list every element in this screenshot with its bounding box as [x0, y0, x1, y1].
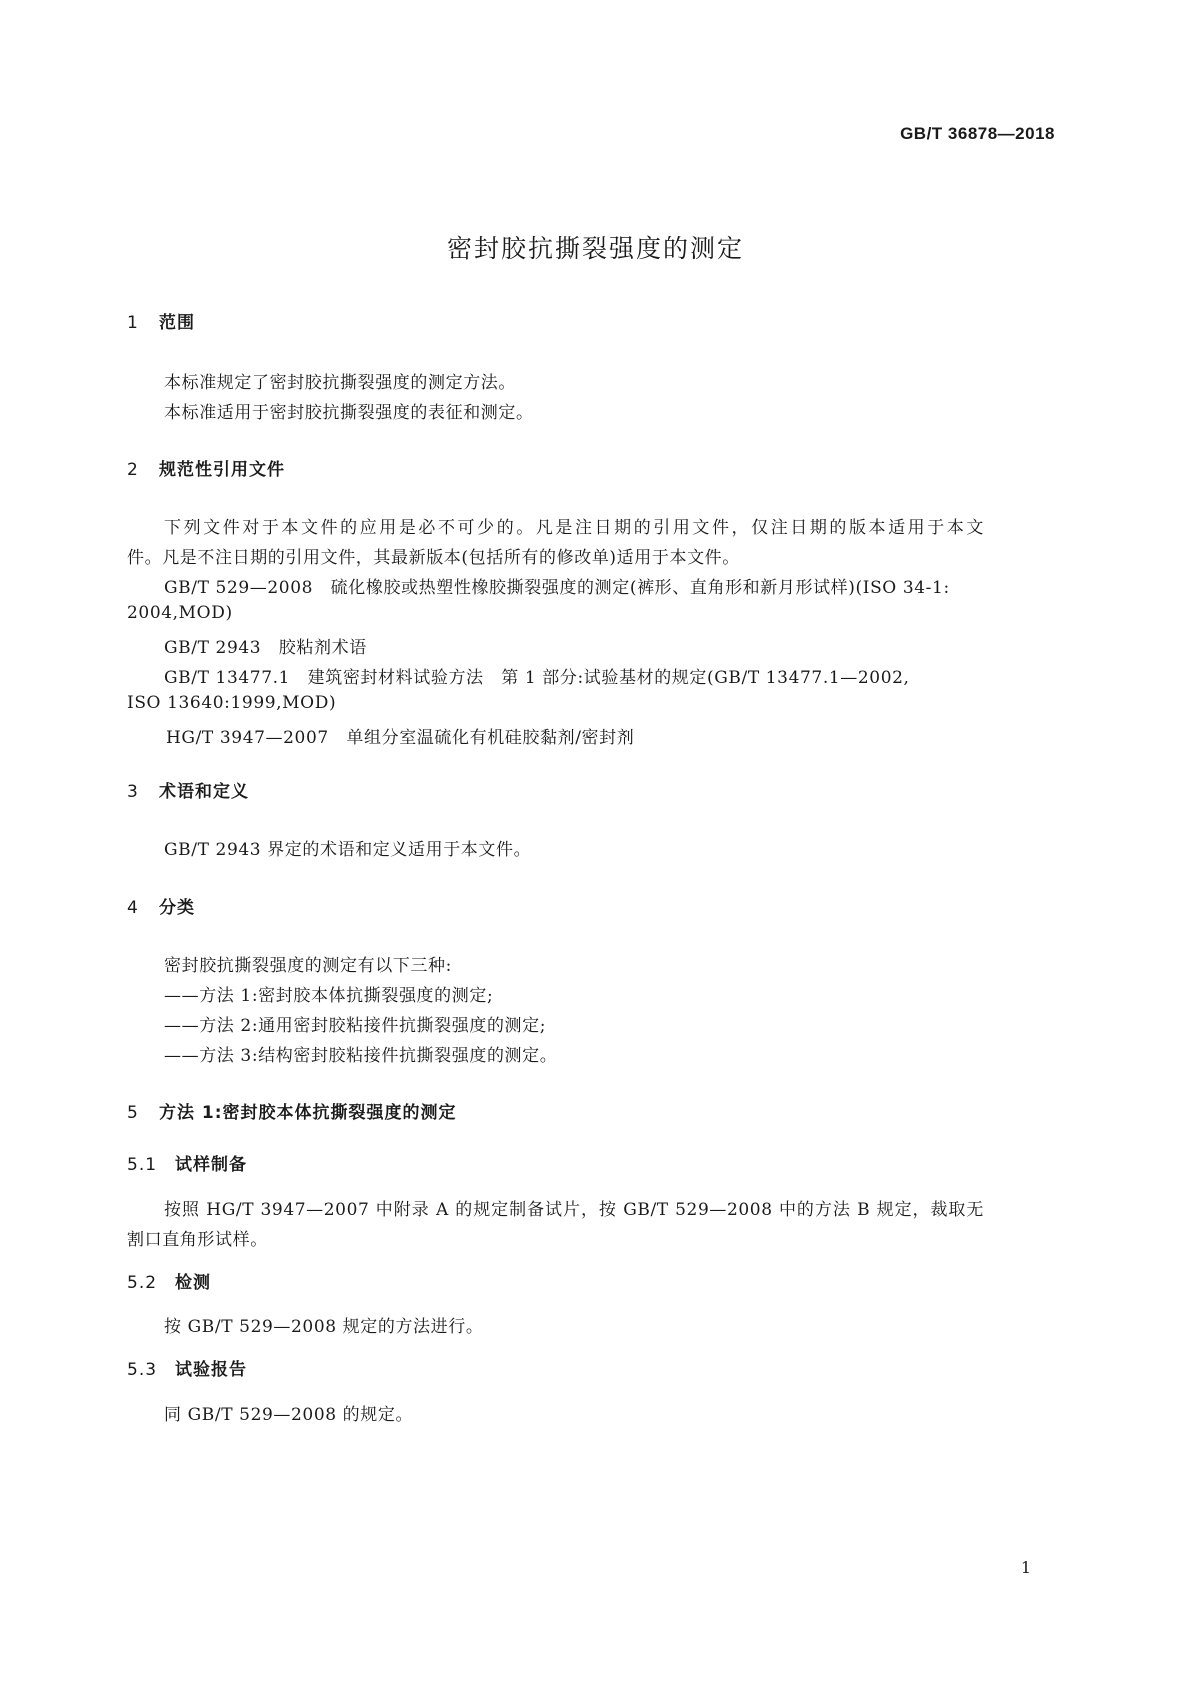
section-title: 方法 1:密封胶本体抗撕裂强度的测定: [159, 1103, 457, 1123]
paragraph: 本标准规定了密封胶抗撕裂强度的测定方法。: [164, 373, 516, 393]
reference-item: GB/T 2943 胶粘剂术语: [164, 638, 367, 658]
reference-item: ISO 13640:1999,MOD): [127, 693, 337, 713]
reference-item: HG/T 3947—2007 单组分室温硫化有机硅胶黏剂/密封剂: [166, 728, 635, 748]
paragraph: 按照 HG/T 3947—2007 中附录 A 的规定制备试片，按 GB/T 529—2008 中的方法 B 规定，裁取无: [164, 1200, 984, 1220]
section-heading-5: [127, 1098, 457, 1123]
subsection-title: 检测: [175, 1273, 211, 1293]
section-title: 分类: [159, 898, 195, 918]
subsection-number: 5.3: [127, 1360, 158, 1380]
paragraph: GB/T 2943 界定的术语和定义适用于本文件。: [164, 840, 532, 860]
paragraph: 同 GB/T 529—2008 的规定。: [164, 1405, 414, 1425]
section-title: 规范性引用文件: [159, 460, 285, 480]
section-heading-3: [127, 777, 249, 802]
section-heading-4: [127, 893, 195, 918]
reference-item: GB/T 529—2008 硫化橡胶或热塑性橡胶撕裂强度的测定(裤形、直角形和新月形试样)(ISO 34-1:: [164, 578, 950, 598]
paragraph: 下列文件对于本文件的应用是必不可少的。凡是注日期的引用文件，仅注日期的版本适用于本文: [164, 518, 984, 538]
subsection-heading-5-3: [127, 1355, 247, 1380]
subsection-heading-5-1: [127, 1150, 247, 1175]
subsection-number: 5.2: [127, 1273, 158, 1293]
subsection-number: 5.1: [127, 1155, 158, 1175]
section-title: 术语和定义: [159, 782, 249, 802]
subsection-title: 试验报告: [175, 1360, 247, 1380]
page-number: 1: [1020, 1558, 1031, 1577]
paragraph: 按 GB/T 529—2008 规定的方法进行。: [164, 1317, 484, 1337]
page-title: 密封胶抗撕裂强度的测定: [446, 234, 744, 263]
list-item: ——方法 3:结构密封胶粘接件抗撕裂强度的测定。: [164, 1046, 558, 1066]
section-number: 1: [127, 313, 139, 333]
section-title: 范围: [159, 313, 195, 333]
subsection-title: 试样制备: [175, 1155, 247, 1175]
paragraph: 密封胶抗撕裂强度的测定有以下三种:: [164, 956, 452, 976]
paragraph: 割口直角形试样。: [127, 1230, 268, 1250]
section-number: 4: [127, 898, 139, 918]
section-number: 2: [127, 460, 139, 480]
section-heading-2: [127, 455, 285, 480]
list-item: ——方法 1:密封胶本体抗撕裂强度的测定;: [164, 986, 494, 1006]
section-number: 3: [127, 782, 139, 802]
list-item: ——方法 2:通用密封胶粘接件抗撕裂强度的测定;: [164, 1016, 547, 1036]
subsection-heading-5-2: [127, 1268, 211, 1293]
reference-item: 2004,MOD): [127, 603, 233, 623]
paragraph: 本标准适用于密封胶抗撕裂强度的表征和测定。: [164, 403, 534, 423]
section-heading-1: [127, 308, 195, 333]
standard-number: GB/T 36878—2018: [900, 124, 1055, 143]
section-number: 5: [127, 1103, 139, 1123]
paragraph: 件。凡是不注日期的引用文件，其最新版本(包括所有的修改单)适用于本文件。: [127, 548, 740, 568]
reference-item: GB/T 13477.1 建筑密封材料试验方法 第 1 部分:试验基材的规定(GB/T 13477.1—2002,: [164, 668, 910, 688]
